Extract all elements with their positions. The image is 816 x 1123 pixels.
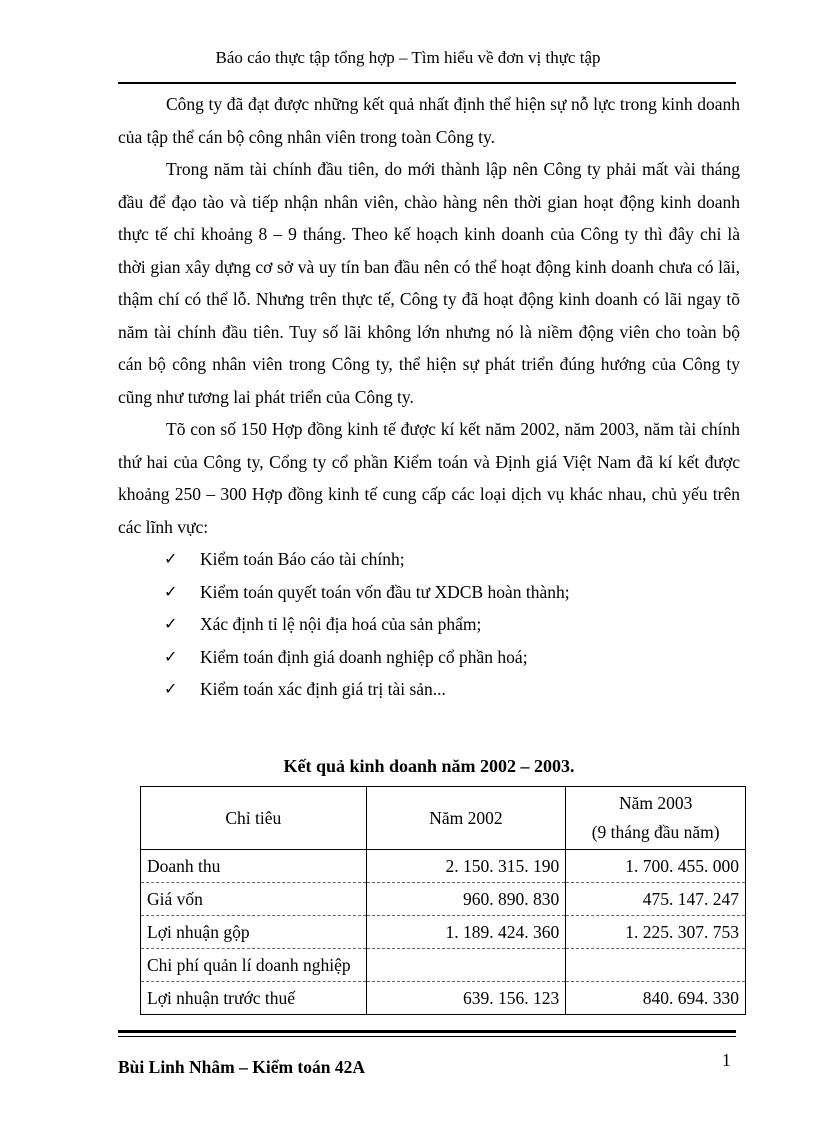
table-header-row <box>141 787 746 850</box>
table-row: Giá vốn 960. 890. 830 475. 147. 247 <box>141 883 746 916</box>
paragraph-1: Công ty đã đạt được những kết quả nhất định thể hiện sự nỗ lực trong kinh doanh của tập thể cán bộ công nhân viên trong toàn Công ty. <box>118 94 740 147</box>
list-item: ✓ Kiểm toán định giá doanh nghiệp cổ phần hoá; <box>118 641 740 674</box>
service-checklist <box>118 543 740 706</box>
table-row: Lợi nhuận gộp 1. 189. 424. 360 1. 225. 307. 753 <box>141 916 746 949</box>
footer-author: Bùi Linh Nhâm – Kiểm toán 42A <box>118 1057 365 1077</box>
list-item: ✓ Kiểm toán quyết toán vốn đầu tư XDCB hoàn thành; <box>118 576 740 609</box>
table-title: Kết quả kinh doanh năm 2002 – 2003. <box>283 756 575 776</box>
footer-rule <box>118 1030 736 1033</box>
page-header: Báo cáo thực tập tổng hợp – Tìm hiểu về đơn vị thực tập <box>215 48 601 67</box>
list-item: ✓ Kiểm toán xác định giá trị tài sản... <box>118 673 740 706</box>
paragraph-3: Tõ con số 150 Hợp đồng kinh tế được kí kết năm 2002, năm 2003, năm tài chính thứ hai của Công ty, Cổng ty cổ phần Kiểm toán và Định giá Việt Nam đã kí kết được khoảng 250 – 300 Hợp đồng kinh tế cung cấp các loại dịch vụ khác nhau, chủ yếu trên các lĩnh vực: <box>118 419 740 537</box>
header-rule <box>118 82 736 84</box>
check-icon: ✓ <box>164 646 178 666</box>
paragraph-2: Trong năm tài chính đầu tiên, do mới thành lập nên Công ty phải mất vài tháng đầu để đạo tào và tiếp nhận nhân viên, chào hàng nên thời gian hoạt động kinh doanh thực tế chỉ khoảng 8 – 9 tháng. Theo kế hoạch kinh doanh của Công ty thì đây chỉ là thời gian xây dựng cơ sở và uy tín ban đầu nên có thể hoạt động kinh doanh chưa có lãi, thậm chí có thể lỗ. Nhưng trên thực tế, Công ty đã hoạt động kinh doanh có lãi ngay tõ năm tài chính đầu tiên. Tuy số lãi không lớn nhưng nó là niềm động viên cho toàn bộ cán bộ công nhân viên trong Công ty, thể hiện sự phát triển đúng hướng của Công ty cũng như tương lai phát triển của Công ty. <box>118 159 740 407</box>
check-icon: ✓ <box>164 679 178 698</box>
header-2003: Năm 2003 (9 tháng đầu năm) <box>566 787 746 850</box>
table-row: Lợi nhuận trước thuế 639. 156. 123 840. 694. 330 <box>141 982 746 1015</box>
page-number: 1 <box>722 1050 731 1070</box>
body-text <box>118 88 740 706</box>
list-item: ✓ Xác định tỉ lệ nội địa hoá của sản phẩm; <box>118 608 740 641</box>
results-table <box>140 786 746 1015</box>
table-row: Chi phí quản lí doanh nghiệp <box>141 949 746 982</box>
check-icon: ✓ <box>164 581 178 601</box>
check-icon: ✓ <box>164 614 178 633</box>
header-2002: Năm 2002 <box>366 787 566 850</box>
list-item: ✓ Kiểm toán Báo cáo tài chính; <box>118 543 740 576</box>
header-indicator: Chỉ tiêu <box>141 787 367 850</box>
footer-rule-thin <box>118 1036 736 1037</box>
check-icon: ✓ <box>164 549 178 568</box>
table-row: Doanh thu 2. 150. 315. 190 1. 700. 455. 000 <box>141 850 746 883</box>
